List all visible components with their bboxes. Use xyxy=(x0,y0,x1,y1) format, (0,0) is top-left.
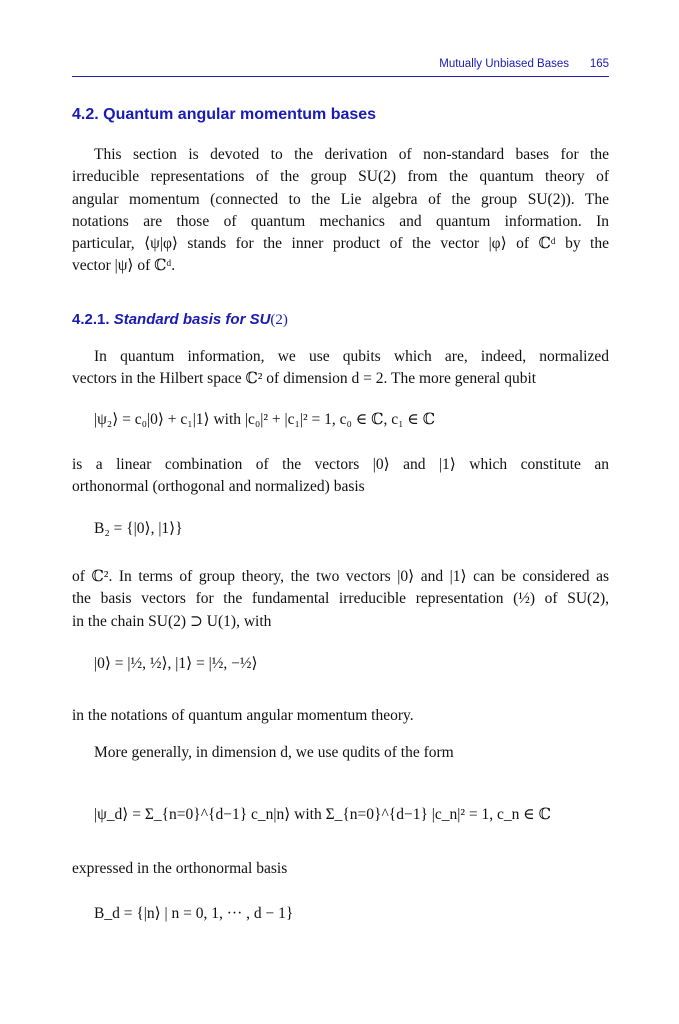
equation-qudit: |ψ_d⟩ = Σ_{n=0}^{d−1} c_n|n⟩ with Σ_{n=0}^{d−1} |c_n|² = 1, c_n ∈ ℂ xyxy=(94,806,551,823)
group-theory-paragraph xyxy=(72,566,609,633)
intro-line: This section is devoted to the derivation of non-standard bases for the xyxy=(94,146,609,163)
equation-angular-momentum-states: |0⟩ = |½, ½⟩, |1⟩ = |½, −½⟩ xyxy=(94,655,258,672)
subsection-heading xyxy=(72,311,288,329)
intro-paragraph xyxy=(72,144,609,278)
section-number: 4.2. xyxy=(72,106,99,123)
group-theory-line: of ℂ². In terms of group theory, the two vectors |0⟩ and |1⟩ can be considered as xyxy=(72,568,609,585)
equation-basis-bd: B_d = {|n⟩ | n = 0, 1, ··· , d − 1} xyxy=(94,905,294,922)
intro-line: angular momentum (connected to the Lie algebra of the group SU(2)). The xyxy=(72,190,609,208)
group-theory-line: in the chain SU(2) ⊃ U(1), with xyxy=(72,612,272,630)
section-heading xyxy=(72,106,376,124)
equation-basis-b2: B₂ = {|0⟩, |1⟩} xyxy=(94,520,183,537)
section-title: Quantum angular momentum bases xyxy=(103,106,377,123)
combination-line: is a linear combination of the vectors |0⟩ and |1⟩ which constitute an xyxy=(72,456,609,473)
intro-line: particular, ⟨ψ|φ⟩ stands for the inner product of the vector |φ⟩ of ℂᵈ by the xyxy=(72,235,609,253)
running-header xyxy=(72,56,609,77)
qubit-line: In quantum information, we use qubits which are, indeed, normalized xyxy=(94,348,609,365)
combination-paragraph xyxy=(72,454,609,499)
orthonormal-line: expressed in the orthonormal basis xyxy=(72,860,288,877)
intro-line: irreducible representations of the group SU(2) from the quantum theory of xyxy=(72,168,609,186)
equation-qubit: |ψ₂⟩ = c₀|0⟩ + c₁|1⟩ with |c₀|² + |c₁|² = 1, c₀ ∈ ℂ, c₁ ∈ ℂ xyxy=(94,411,436,428)
subsection-number: 4.2.1. xyxy=(72,311,110,328)
intro-line: vector |ψ⟩ of ℂᵈ. xyxy=(72,257,176,275)
page-number: 165 xyxy=(589,58,609,70)
qudit-line: More generally, in dimension d, we use qudits of the form xyxy=(94,744,454,761)
subsection-title-math: (2) xyxy=(270,312,288,328)
qubit-line: vectors in the Hilbert space ℂ² of dimension d = 2. The more general qubit xyxy=(72,370,537,388)
group-theory-line: the basis vectors for the fundamental irreducible representation (½) of SU(2), xyxy=(72,590,609,608)
qubit-paragraph xyxy=(72,346,609,391)
intro-line: notations are those of quantum mechanics and quantum information. In xyxy=(72,212,609,230)
qudit-paragraph xyxy=(72,742,609,764)
notation-paragraph xyxy=(72,705,609,727)
notation-line: in the notations of quantum angular momentum theory. xyxy=(72,707,414,724)
orthonormal-paragraph xyxy=(72,858,609,880)
running-title: Mutually Unbiased Bases xyxy=(439,58,569,70)
combination-line: orthonormal (orthogonal and normalized) basis xyxy=(72,478,365,496)
subsection-title: Standard basis for SU xyxy=(113,311,271,328)
